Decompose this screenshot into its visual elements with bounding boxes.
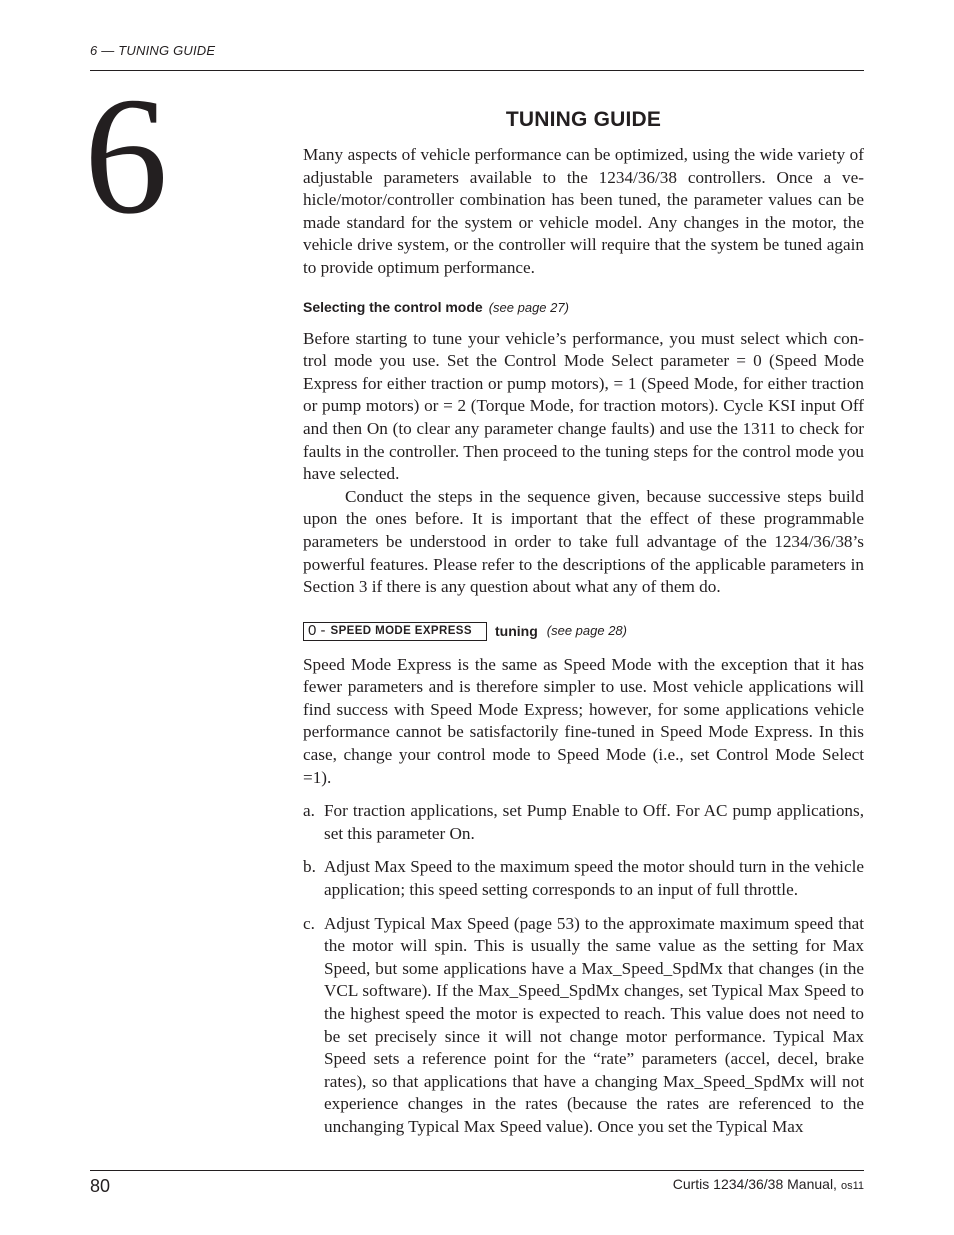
mode-name: SPEED MODE EXPRESS <box>330 625 472 638</box>
list-item-text: Adjust Typical Max Speed (page 53) to the approximate maximum speed that the motor will spin. This is usually the same value as the setting for Max Speed, but some applications have a Max_Speed_SpdMx that changes (in the VCL software). If the Max_Speed_SpdMx changes, set Typical Max Speed to the highest speed the motor is expected to reach. This value does not need to be set precisely since it will not change motor performance. Typical Max Speed sets a reference point for the “rate” parameters (accel, decel, brake rates), so that applications that have a changing Max_Speed_SpdMx will not experience changes in the rates (because the rates are referenced to the unchanging Typical Max Speed value). Once you set the Typical Max <box>324 913 864 1136</box>
control-mode-paragraph: Before starting to tune your vehicle’s performance, you must select which control mode you use. Set the Control Mode Select parameter = 0 (Speed Mode Express for either traction or pump motors), = 1 (Speed Mode, for either traction or pump motors) or = 2 (Torque Mode, for traction motors). Cycle KSI input Off and then On (to clear any parameter change faults) and use the 1311 to check for faults in the controller. Then proceed to the tuning steps for the control mode you have selected. <box>303 328 864 484</box>
revision: os11 <box>840 1180 864 1192</box>
speed-mode-express-intro: Speed Mode Express is the same as Speed Mode with the exception that it has fewer parameters and is therefore simpler to use. Most vehicle applications will find success with Speed Mode Express; however, for some applications vehicle performance cannot be satisfactorily fine-tuned in Speed Mode Express. In this case, change your control mode to Speed Mode (i.e., set Control Mode Select =1). <box>303 654 864 787</box>
list-marker: c. <box>303 913 315 933</box>
control-mode-heading <box>303 298 864 317</box>
header-rule <box>90 70 864 71</box>
control-mode-heading-text: Selecting the control mode <box>303 298 483 315</box>
list-item <box>303 913 864 1139</box>
footer-rule <box>90 1170 864 1171</box>
running-header: 6 — TUNING GUIDE <box>90 43 216 58</box>
list-item-text: Adjust Max Speed to the maximum speed the motor should turn in the vehicle application; this speed setting corresponds to an input of full throttle. <box>324 857 864 900</box>
list-item-text: For traction applications, set Pump Enable to Off. For AC pump applications, set this parameter On. <box>324 801 864 843</box>
main-content <box>303 108 864 1139</box>
page-number: 80 <box>90 1176 111 1196</box>
sequence-paragraph: Conduct the steps in the sequence given, because successive steps build upon the ones before. It is important that the effect of these programmable parameters be understood in order to take full advantage of the 1234/36/38’s powerful features. Please refer to the descriptions of the applicable parameters in Section 3 if there is any question about what any of them do. <box>303 486 864 597</box>
intro-paragraph: Many aspects of vehicle performance can be optimized, using the wide variety of adjustable parameters available to the 1234/36/38 controllers. Once a vehicle/motor/controller combination has been tuned, the parameter values can be made standard for the system or vehicle model. Any changes in the motor, the vehicle drive system, or the controller will require that the system be tuned again to provide optimum performance. <box>303 145 864 277</box>
heading-suffix: tuning <box>495 623 538 640</box>
speed-mode-page-ref: (see page 28) <box>546 623 627 639</box>
list-marker: a. <box>303 801 315 821</box>
list-item <box>303 800 864 845</box>
mode-number: 0 - <box>308 622 326 640</box>
speed-mode-express-heading <box>303 622 864 641</box>
manual-title-text: Curtis 1234/36/38 Manual, <box>672 1176 837 1192</box>
chapter-number: 6 <box>84 63 168 249</box>
control-mode-page-ref: (see page 27) <box>488 299 569 315</box>
mode-box <box>303 622 487 641</box>
list-marker: b. <box>303 857 316 877</box>
list-item <box>303 856 864 901</box>
chapter-title: TUNING GUIDE <box>505 108 662 131</box>
manual-title <box>673 1176 864 1192</box>
